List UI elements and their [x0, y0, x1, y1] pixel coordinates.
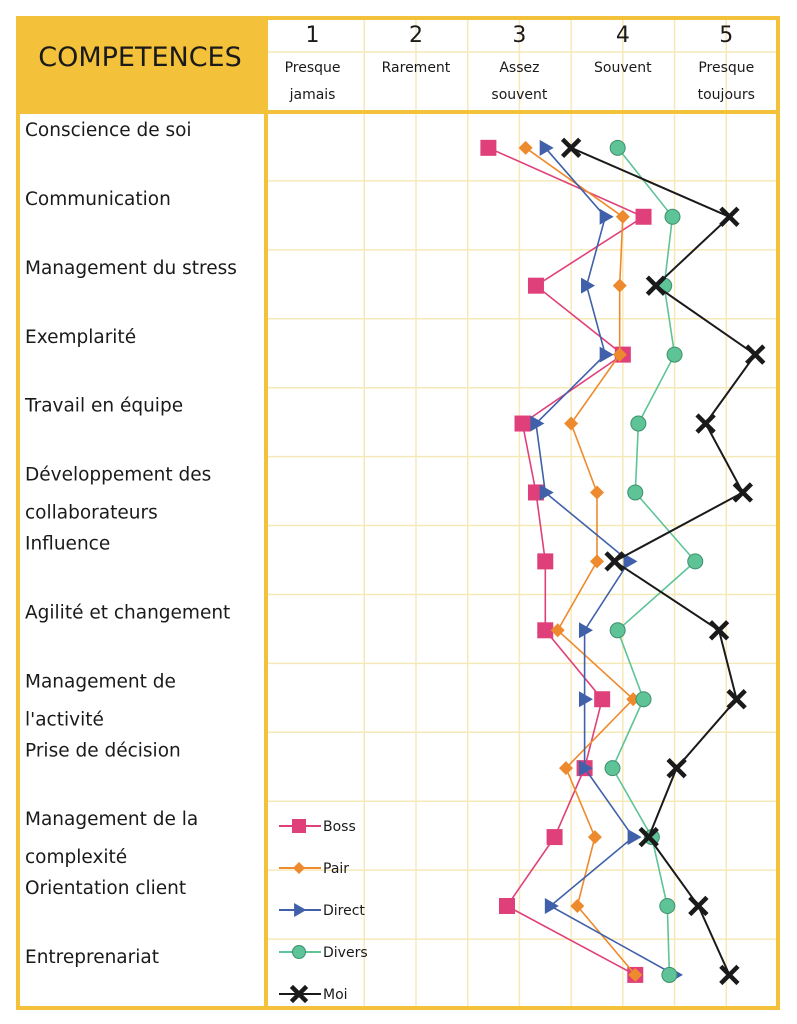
scale-label: Rarement — [381, 60, 451, 76]
scale-label: Assez — [499, 60, 540, 76]
data-point — [605, 761, 620, 776]
scale-label: souvent — [491, 87, 548, 103]
data-point — [594, 691, 610, 707]
scale-number: 5 — [719, 23, 734, 48]
data-point — [515, 416, 531, 432]
competence-label: Influence — [25, 533, 111, 555]
competence-label: collaborateurs — [25, 502, 158, 524]
competence-label: complexité — [25, 847, 128, 869]
competence-label: Orientation client — [25, 878, 187, 900]
competence-label: Communication — [25, 188, 171, 210]
data-point — [547, 829, 563, 845]
legend-label: Boss — [323, 819, 356, 835]
legend-label: Moi — [323, 987, 348, 1003]
competence-label: Entreprenariat — [25, 947, 159, 969]
competence-label: Management du stress — [25, 257, 237, 279]
legend-label: Direct — [323, 903, 365, 919]
data-point — [610, 623, 625, 638]
scale-label: Souvent — [594, 60, 652, 76]
data-point — [537, 553, 553, 569]
legend-marker — [292, 819, 306, 833]
data-point — [610, 140, 625, 155]
scale-label: Presque — [698, 60, 755, 76]
competence-label: Management de — [25, 671, 176, 693]
data-point — [665, 209, 680, 224]
data-point — [660, 898, 675, 913]
competence-label: l'activité — [25, 709, 104, 731]
data-point — [636, 209, 652, 225]
competences-header: COMPETENCES — [38, 42, 242, 73]
competence-label: Travail en équipe — [25, 395, 184, 417]
data-point — [688, 554, 703, 569]
legend-label: Pair — [323, 861, 350, 877]
competence-label: Développement des — [25, 464, 212, 486]
scale-label: jamais — [289, 87, 336, 103]
scale-number: 2 — [408, 23, 423, 48]
data-point — [667, 347, 682, 362]
data-point — [662, 967, 677, 982]
competence-label: Exemplarité — [25, 326, 137, 348]
scale-label: Presque — [284, 60, 341, 76]
competence-label: Management de la — [25, 809, 199, 831]
data-point — [528, 278, 544, 294]
legend-label: Divers — [323, 945, 368, 961]
data-point — [480, 140, 496, 156]
data-point — [628, 485, 643, 500]
scale-number: 1 — [305, 23, 320, 48]
competence-label: Conscience de soi — [25, 120, 192, 141]
scale-number: 3 — [512, 23, 527, 48]
legend-marker — [293, 946, 306, 959]
competence-label: Prise de décision — [25, 740, 181, 762]
competence-label: Agilité et changement — [25, 602, 231, 624]
data-point — [499, 898, 515, 914]
scale-label: toujours — [697, 87, 755, 103]
data-point — [636, 692, 651, 707]
scale-number: 4 — [615, 23, 630, 48]
data-point — [631, 416, 646, 431]
